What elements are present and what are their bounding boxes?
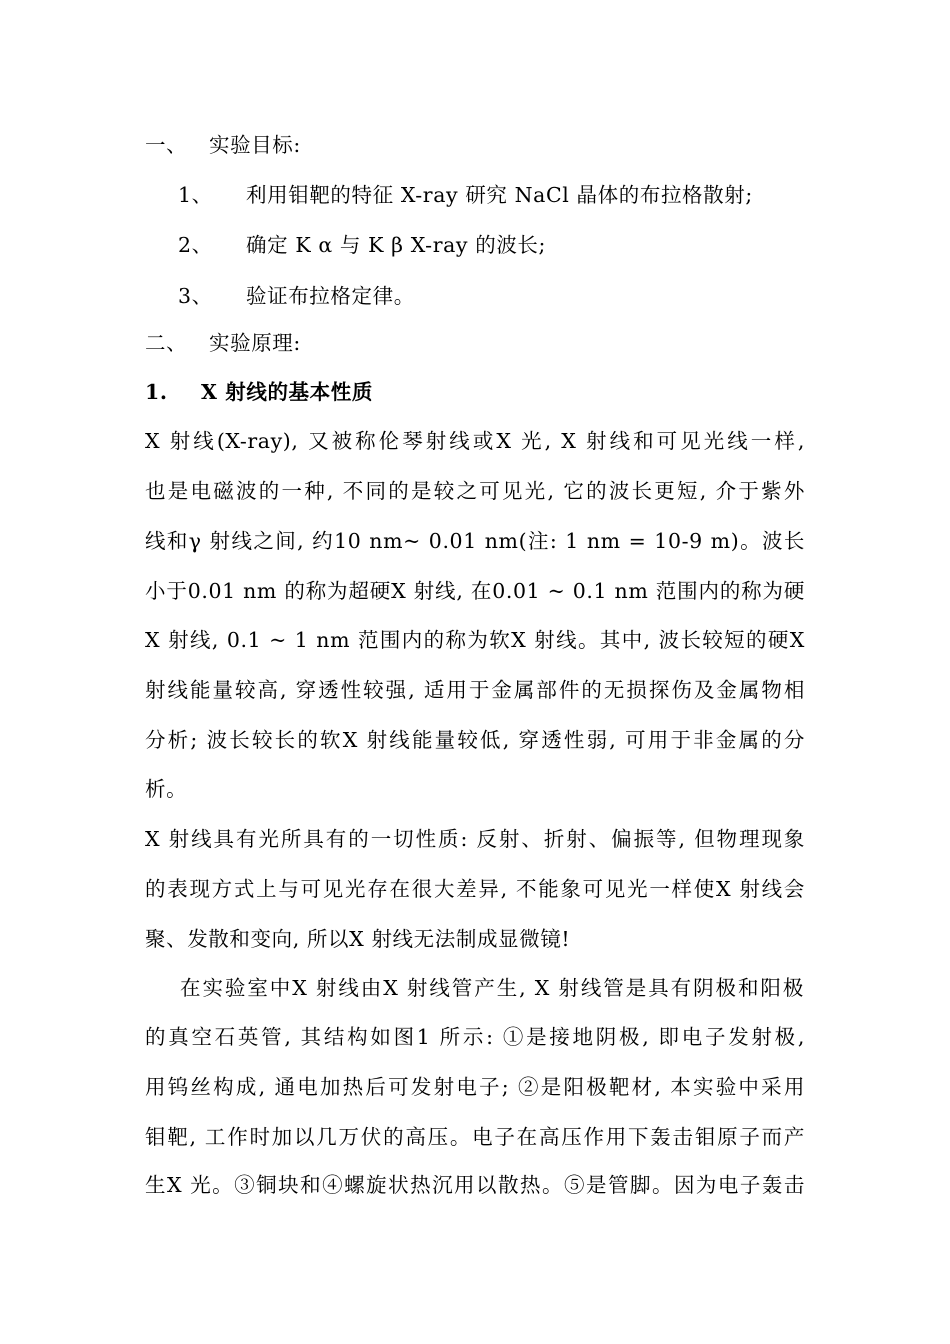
section-heading-objectives [145, 131, 301, 159]
section-heading-principle [145, 329, 301, 357]
section-number: 二、 [145, 331, 188, 355]
paragraph-line: 也是电磁波的一种, 不同的是较之可见光, 它的波长更短, 介于紫外 [145, 479, 805, 503]
objective-item [178, 231, 546, 259]
paragraph-line: 小于0.01 nm 的称为超硬X 射线, 在0.01 ~ 0.1 nm 范围内的称为硬 [145, 579, 805, 603]
subsection-heading [145, 378, 373, 406]
paragraph-line: 射线能量较高, 穿透性较强, 适用于金属部件的无损探伤及金属物相 [145, 678, 805, 702]
paragraph-line: X 射线(X-ray), 又被称伦琴射线或X 光, X 射线和可见光线一样, [145, 429, 805, 453]
objective-number: 2、 [178, 233, 213, 257]
objective-text: 确定 K α 与 K β X-ray 的波长; [246, 233, 547, 257]
section-title: 实验目标: [209, 133, 301, 157]
objective-text: 利用钼靶的特征 X-ray 研究 NaCl 晶体的布拉格散射; [246, 183, 753, 207]
paragraph-line: 分析; 波长较长的软X 射线能量较低, 穿透性弱, 可用于非金属的分 [145, 728, 805, 752]
paragraph-line: 用钨丝构成, 通电加热后可发射电子; ②是阳极靶材, 本实验中采用 [145, 1075, 805, 1099]
paragraph-line: 的真空石英管, 其结构如图1 所示: ①是接地阴极, 即电子发射极, [145, 1025, 805, 1049]
objective-text: 验证布拉格定律。 [246, 284, 415, 308]
paragraph-line: 析。 [145, 777, 188, 801]
paragraph-line: 生X 光。③铜块和④螺旋状热沉用以散热。⑤是管脚。因为电子轰击 [145, 1173, 805, 1197]
paragraph-line: 的表现方式上与可见光存在很大差异, 不能象可见光一样使X 射线会 [145, 877, 805, 901]
paragraph-line: 在实验室中X 射线由X 射线管产生, X 射线管是具有阴极和阳极 [180, 976, 804, 1000]
section-number: 一、 [145, 133, 188, 157]
objective-number: 1、 [178, 183, 213, 207]
paragraph-line: 线和γ 射线之间, 约10 nm~ 0.01 nm(注: 1 nm = 10-9 m)。波长 [145, 529, 805, 553]
subsection-number: 1. [145, 380, 168, 404]
subsection-title: X 射线的基本性质 [201, 380, 373, 404]
paragraph-line: 钼靶, 工作时加以几万伏的高压。电子在高压作用下轰击钼原子而产 [145, 1125, 805, 1149]
objective-item [178, 282, 415, 310]
paragraph-line: X 射线, 0.1 ~ 1 nm 范围内的称为软X 射线。其中, 波长较短的硬X [145, 628, 805, 652]
paragraph-line: X 射线具有光所具有的一切性质: 反射、折射、偏振等, 但物理现象 [145, 827, 805, 851]
objective-item [178, 181, 753, 209]
paragraph-line: 聚、发散和变向, 所以X 射线无法制成显微镜! [145, 927, 571, 951]
objective-number: 3、 [178, 284, 213, 308]
section-title: 实验原理: [209, 331, 301, 355]
